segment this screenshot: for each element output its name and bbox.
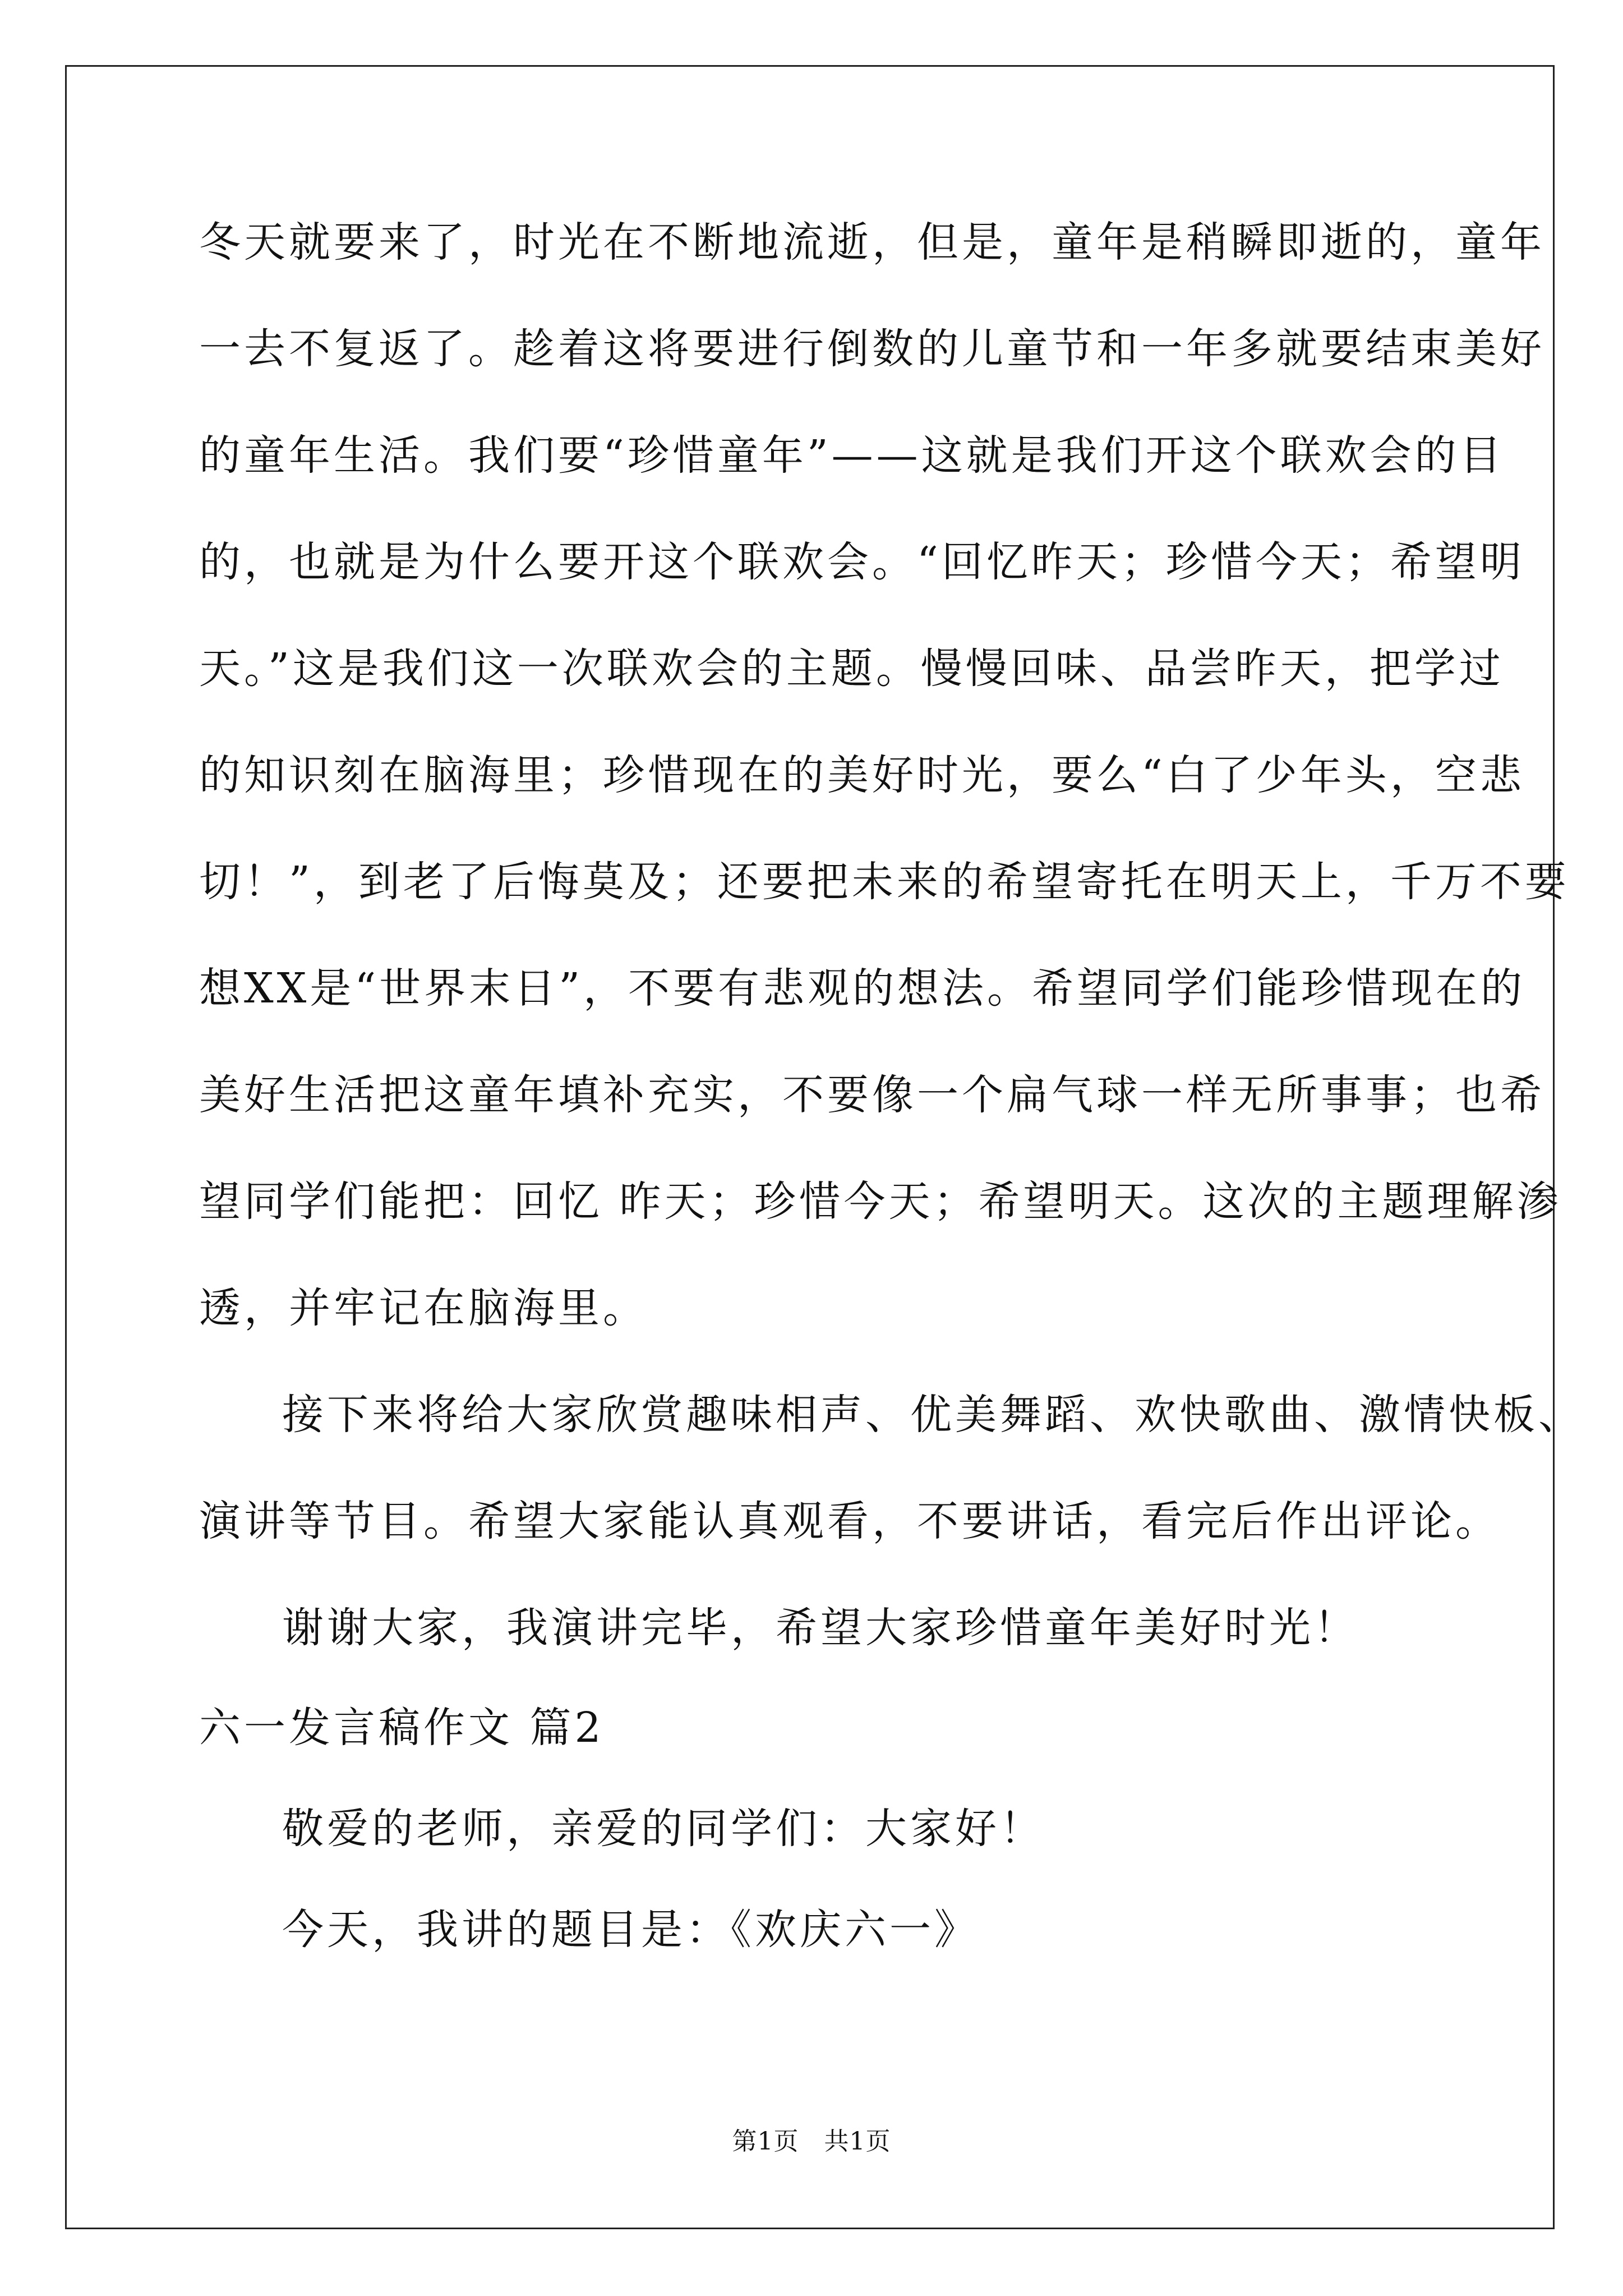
paragraph-line: 想XX是“世界末日”，不要有悲观的想法。希望同学们能珍惜现在的	[199, 964, 1526, 1013]
topic-line: 今天，我讲的题目是：《欢庆六一》	[282, 1906, 979, 1954]
paragraph-line: 切！”，到老了后悔莫及；还要把未来的希望寄托在明天上，千万不要	[199, 858, 1570, 906]
paragraph-line: 美好生活把这童年填补充实，不要像一个扁气球一样无所事事；也希	[199, 1071, 1545, 1119]
paragraph-line: 一去不复返了。趁着这将要进行倒数的儿童节和一年多就要结束美好	[199, 325, 1545, 373]
paragraph-line: 天。”这是我们这一次联欢会的主题。慢慢回味、品尝昨天，把学过	[199, 645, 1504, 693]
paragraph-line: 谢谢大家，我演讲完毕，希望大家珍惜童年美好时光！	[282, 1604, 1359, 1652]
greeting-line: 敬爱的老师，亲爱的同学们：大家好！	[282, 1805, 1045, 1853]
paragraph-line: 的童年生活。我们要“珍惜童年”——这就是我们开这个联欢会的目	[199, 431, 1505, 480]
paragraph-line: 透，并牢记在脑海里。	[199, 1284, 648, 1332]
paragraph-line: 演讲等节目。希望大家能认真观看，不要讲话，看完后作出评论。	[199, 1497, 1500, 1545]
section-heading: 六一发言稿作文 篇2	[199, 1704, 605, 1752]
page-footer: 第1页 共1页	[732, 2127, 891, 2156]
paragraph-line: 的知识刻在脑海里；珍惜现在的美好时光，要么“白了少年头，空悲	[199, 751, 1525, 799]
paragraph-line: 的，也就是为什么要开这个联欢会。“回忆昨天；珍惜今天；希望明	[199, 538, 1525, 586]
paragraph-line: 冬天就要来了，时光在不断地流逝，但是，童年是稍瞬即逝的，童年	[199, 218, 1545, 266]
paragraph-line: 接下来将给大家欣赏趣味相声、优美舞蹈、欢快歌曲、激情快板、	[282, 1391, 1583, 1439]
paragraph-line: 望同学们能把：回忆 昨天；珍惜今天；希望明天。这次的主题理解渗	[199, 1177, 1562, 1226]
